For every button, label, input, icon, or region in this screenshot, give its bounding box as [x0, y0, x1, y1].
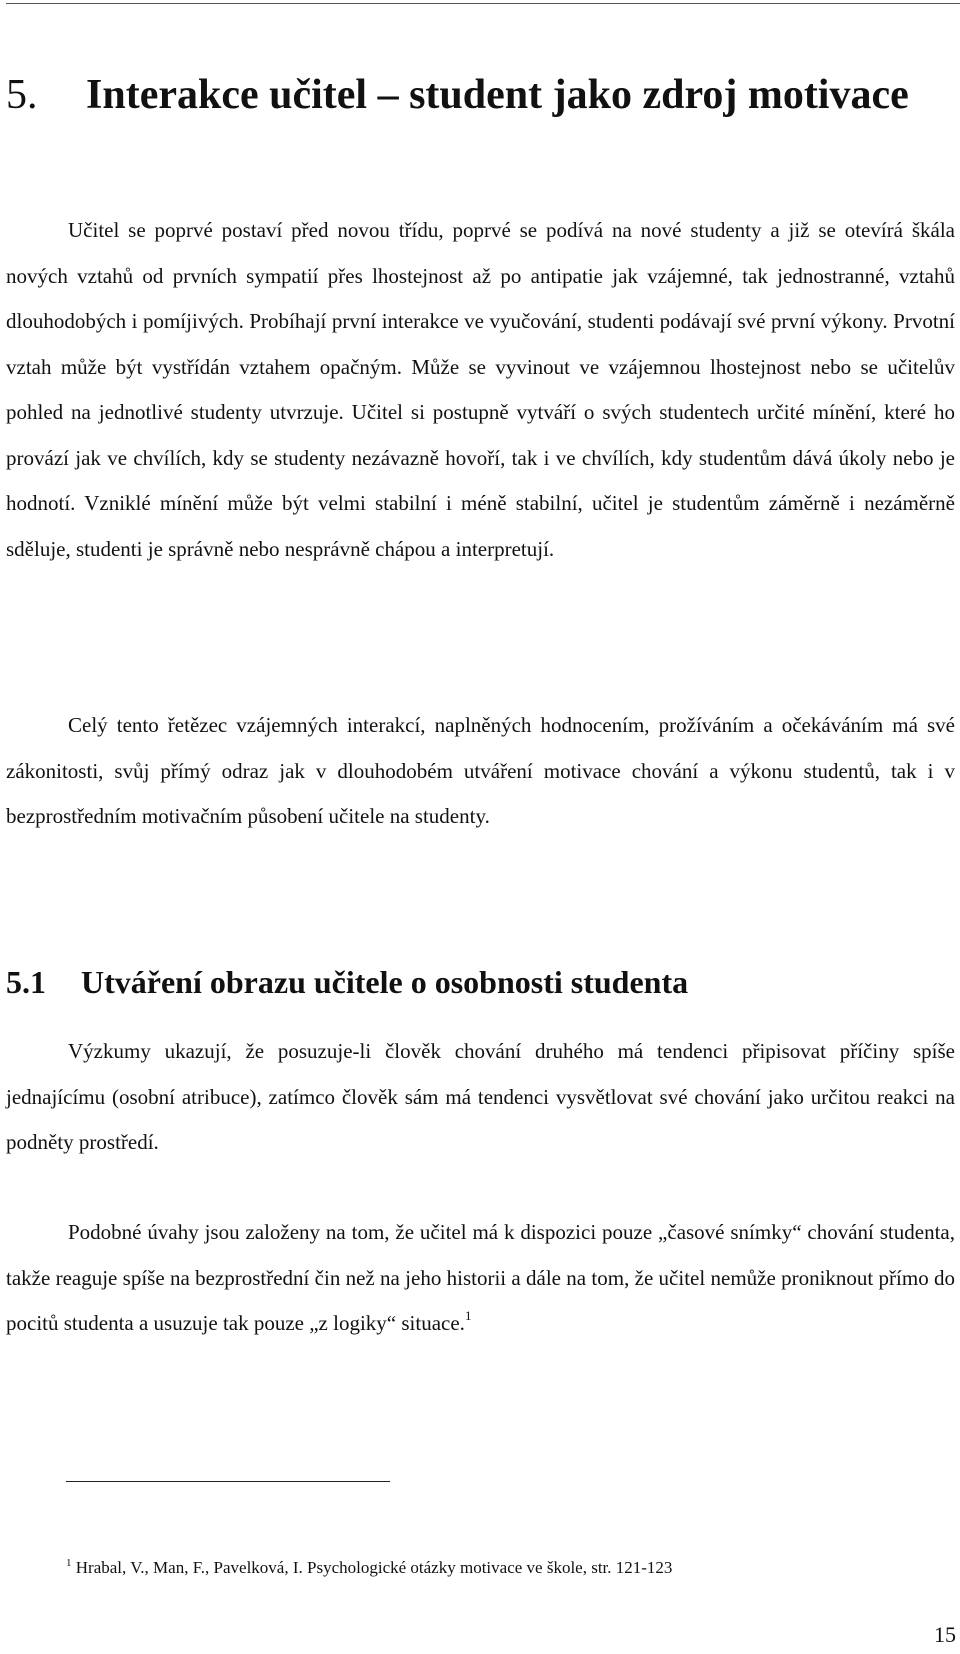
- section-heading: [6, 957, 946, 1007]
- chapter-heading: [6, 58, 946, 132]
- chapter-title: Interakce učitel – student jako zdroj motivace: [86, 72, 909, 118]
- footnote: [66, 1557, 672, 1579]
- footnote-mark: 1: [66, 1557, 72, 1569]
- footnote-reference[interactable]: 1: [464, 1308, 472, 1323]
- body-paragraph-1: [6, 208, 955, 572]
- page-top-rule: [6, 3, 960, 4]
- paragraph-text: Učitel se poprvé postaví před novou třídu, poprvé se podívá na nové studenty a již se otevírá škála nových vztahů od prvních sympatií přes lhostejnost až po antipatie jak vzájemné, tak jednostranné, vztahů dlouhodobých i pomíjivých. Probíhají první interakce ve vyučování, studenti podávají své první výkony. Prvotní vztah může být vystřídán vztahem opačným. Může se vyvinout ve vzájemnou lhostejnost nebo se učitelův pohled na jednotlivé studenty utvrzuje. Učitel si postupně vytváří o svých studentech určité mínění, které ho provází jak ve chvílích, kdy se studenty nezávazně hovoří, tak i ve chvílích, kdy studentům dává úkoly nebo je hodnotí. Vzniklé mínění může být velmi stabilní i méně stabilní, učitel je studentům záměrně i nezáměrně sděluje, studenti je správně nebo nesprávně chápou a interpretují.: [6, 218, 955, 561]
- footnote-text: Hrabal, V., Man, F., Pavelková, I. Psychologické otázky motivace ve škole, str. 121-123: [75, 1558, 673, 1577]
- paragraph-text: Celý tento řetězec vzájemných interakcí, naplněných hodnocením, prožíváním a očekáváním má své zákonitosti, svůj přímý odraz jak v dlouhodobém utváření motivace chování a výkonu studentů, tak i v bezprostředním motivačním působení učitele na studenty.: [6, 713, 955, 828]
- page-number: 15: [934, 1622, 956, 1647]
- chapter-number: 5.: [6, 72, 38, 118]
- body-paragraph-3: [6, 1029, 955, 1166]
- body-paragraph-2: [6, 703, 955, 840]
- footnote-divider: [66, 1481, 390, 1482]
- body-paragraph-4: [6, 1210, 955, 1347]
- section-number: 5.1: [6, 964, 46, 1000]
- section-title: Utváření obrazu učitele o osobnosti studenta: [81, 964, 689, 1000]
- paragraph-text: Podobné úvahy jsou založeny na tom, že učitel má k dispozici pouze „časové snímky“ chování studenta, takže reaguje spíše na bezprostřední čin než na jeho historii a dále na tom, že učitel nemůže proniknout přímo do pocitů studenta a usuzuje tak pouze „z logiky“ situace.: [6, 1220, 955, 1335]
- paragraph-text: Výzkumy ukazují, že posuzuje-li člověk chování druhého má tendenci připisovat příčiny spíše jednajícímu (osobní atribuce), zatímco člověk sám má tendenci vysvětlovat své chování jako určitou reakci na podněty prostředí.: [6, 1039, 955, 1154]
